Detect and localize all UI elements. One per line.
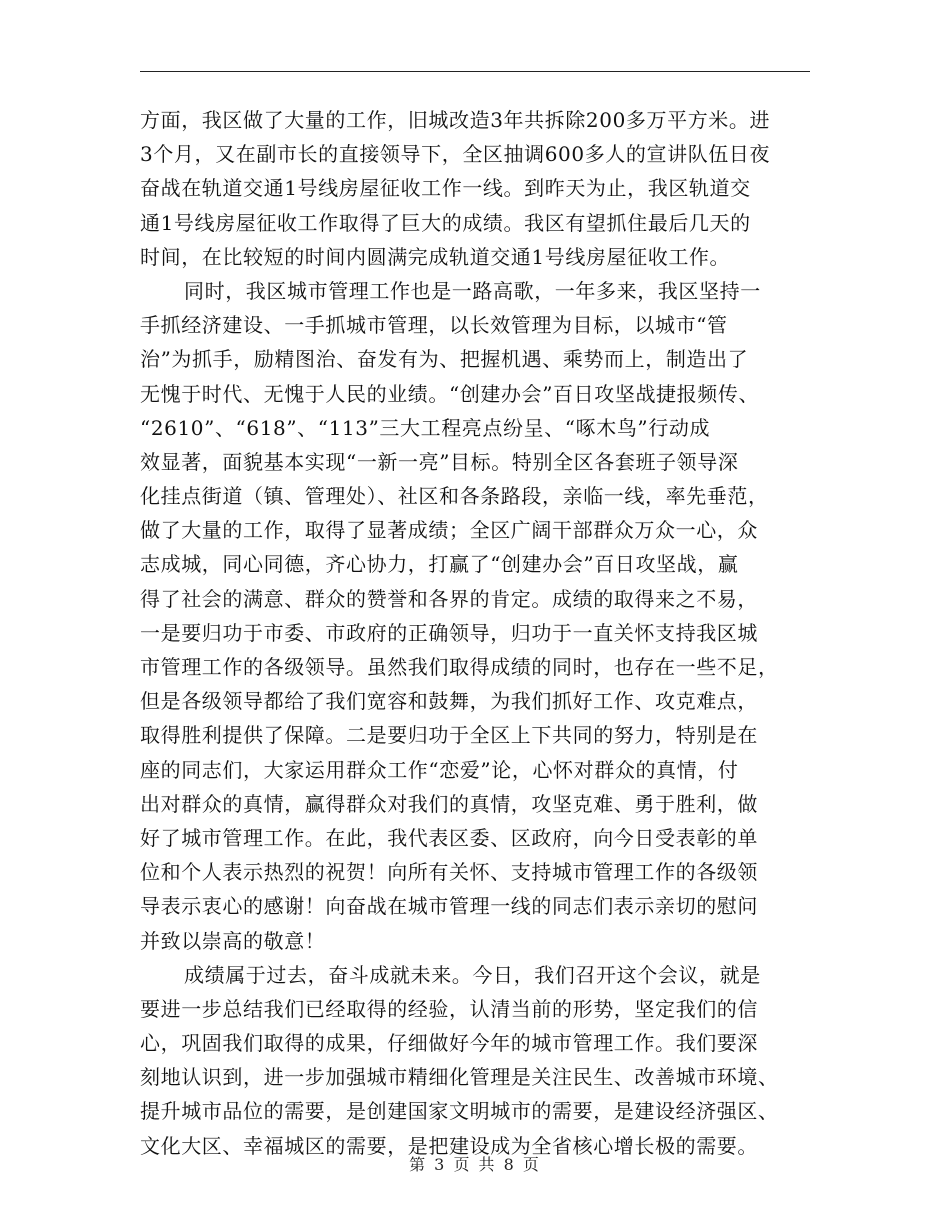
paragraph-3-line-4: 刻地认识到，进一步加强城市精细化管理是关注民生、改善城市环境、 <box>140 1065 779 1090</box>
paragraph-3-line-3: 心，巩固我们取得的成果，仔细做好今年的城市管理工作。我们要深 <box>140 1031 758 1056</box>
paragraph-2-line-18: 位和个人表示热烈的祝贺！向所有关怀、支持城市管理工作的各级领 <box>140 860 758 885</box>
paragraph-1-line-4: 通1号线房屋征收工作取得了巨大的成绩。我区有望抓住最后几天的 <box>140 210 751 235</box>
paragraph-3-line-5: 提升城市品位的需要，是创建国家文明城市的需要，是建设经济强区、 <box>140 1099 779 1124</box>
paragraph-2-line-14: 取得胜利提供了保障。二是要归功于全区上下共同的努力，特别是在 <box>140 723 758 748</box>
paragraph-1-line-1: 方面，我区做了大量的工作，旧城改造3年共拆除200多万平方米。进 <box>140 108 771 132</box>
paragraph-2-line-13: 但是各级领导都给了我们宽容和鼓舞，为我们抓好工作、攻克难点， <box>140 689 758 714</box>
paragraph-1-line-2: 3个月，又在副市长的直接领导下，全区抽调600多人的宣讲队伍日夜 <box>140 142 771 167</box>
paragraph-3-line-1: 成绩属于过去，奋斗成就未来。今日，我们召开这个会议，就是 <box>184 962 761 987</box>
paragraph-2-line-3: 治”为抓手，励精图治、奋发有为、把握机遇、乘势而上，制造出了 <box>140 347 749 372</box>
paragraph-2-line-1: 同时，我区城市管理工作也是一路高歌，一年多来，我区坚持一 <box>184 278 761 303</box>
paragraph-2-line-20: 并致以崇高的敬意！ <box>140 928 326 953</box>
header-rule <box>140 71 810 72</box>
paragraph-3-line-2: 要进一步总结我们已经取得的经验，认清当前的形势，坚定我们的信 <box>140 996 758 1021</box>
paragraph-2-line-10: 得了社会的满意、群众的赞誉和各界的肯定。成绩的取得来之不易， <box>140 586 758 611</box>
paragraph-2-line-16: 出对群众的真情，赢得群众对我们的真情，攻坚克难、勇于胜利，做 <box>140 791 758 816</box>
page-number-footer: 第 3 页 共 8 页 <box>409 1155 541 1174</box>
paragraph-1-line-3: 奋战在轨道交通1号线房屋征收工作一线。到昨天为止，我区轨道交 <box>140 176 751 201</box>
paragraph-2-line-17: 好了城市管理工作。在此，我代表区委、区政府，向今日受表彰的单 <box>140 825 758 850</box>
paragraph-2-line-12: 市管理工作的各级领导。虽然我们取得成绩的同时，也存在一些不足， <box>140 655 779 679</box>
paragraph-2-line-5: “2610”、“618”、“113”三大工程亮点纷呈、“啄木鸟”行动成 <box>140 415 711 440</box>
paragraph-2-line-8: 做了大量的工作，取得了显著成绩；全区广阔干部群众万众一心，众 <box>140 518 758 543</box>
paragraph-2-line-4: 无愧于时代、无愧于人民的业绩。“创建办会”百日攻坚战捷报频传、 <box>140 381 760 406</box>
paragraph-2-line-9: 志成城，同心同德，齐心协力，打赢了“创建办会”百日攻坚战，赢 <box>140 552 739 577</box>
body-text <box>140 103 810 1163</box>
paragraph-2-line-19: 导表示衷心的感谢！向奋战在城市管理一线的同志们表示亲切的慰问 <box>140 894 758 919</box>
paragraph-3-line-6: 文化大区、幸福城区的需要，是把建设成为全省核心增长极的需要。 <box>140 1133 758 1158</box>
paragraph-2-line-2: 手抓经济建设、一手抓城市管理，以长效管理为目标，以城市“管 <box>140 313 728 338</box>
paragraph-2-line-6: 效显著，面貌基本实现“一新一亮”目标。特别全区各套班子领导深 <box>140 449 739 474</box>
paragraph-2-line-7: 化挂点街道（镇、管理处）、社区和各条路段，亲临一线，率先垂范， <box>140 484 769 509</box>
paragraph-2-line-11: 一是要归功于市委、市政府的正确领导，归功于一直关怀支持我区城 <box>140 620 758 645</box>
paragraph-1-line-5: 时间，在比较短的时间内圆满完成轨道交通1号线房屋征收工作。 <box>140 244 731 269</box>
paragraph-2-line-15: 座的同志们，大家运用群众工作“恋爱”论，心怀对群众的真情，付 <box>140 757 739 782</box>
